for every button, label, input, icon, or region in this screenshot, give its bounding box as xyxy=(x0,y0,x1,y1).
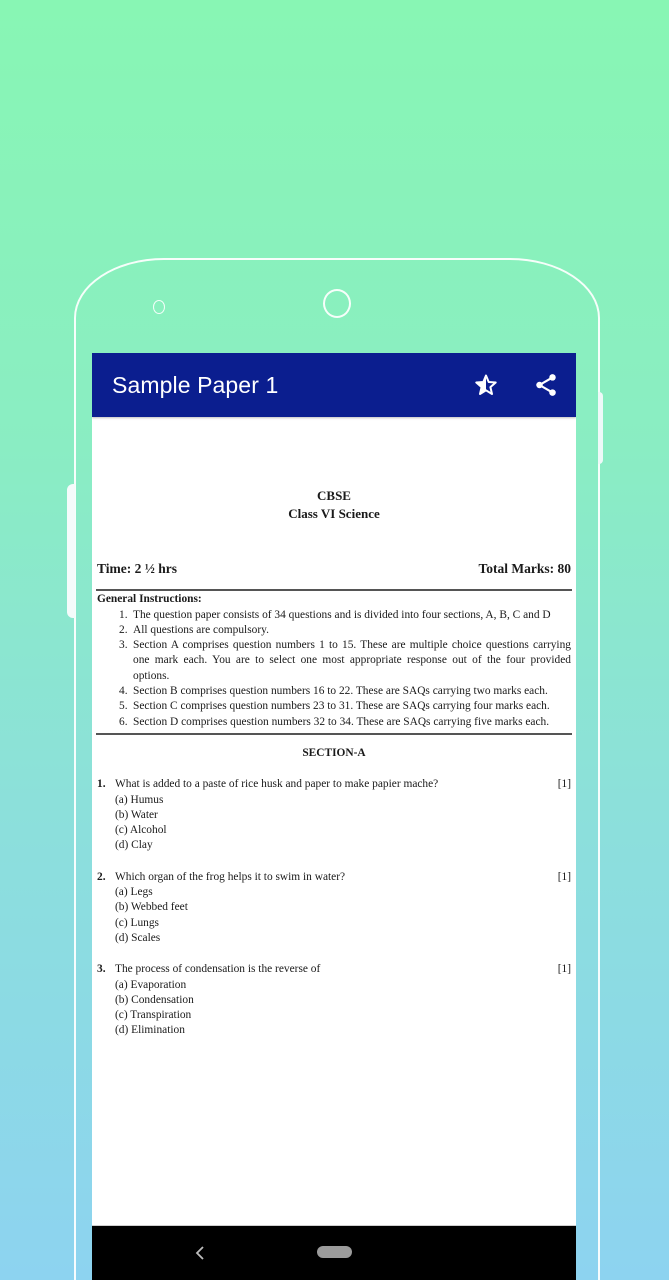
question-marks: [1] xyxy=(557,778,571,791)
option: (c) Alcohol xyxy=(115,824,167,837)
phone-camera-icon xyxy=(323,289,351,318)
favorite-button[interactable] xyxy=(472,371,500,399)
board-name: CBSE xyxy=(317,488,351,503)
instruction-item: 4. Section B comprises question numbers 16 to 22. These are SAQs carrying two marks each. xyxy=(119,685,548,698)
total-marks: Total Marks: 80 xyxy=(478,561,571,576)
question-number: 3. xyxy=(97,963,106,976)
time-allowed: Time: 2 ½ hrs xyxy=(97,561,177,576)
question-item xyxy=(92,870,576,946)
option: (b) Water xyxy=(115,808,158,821)
question-text: The process of condensation is the reverse of xyxy=(115,963,321,976)
instruction-item: 3. Section A comprises question numbers 1 to 15. These are multiple choice questions carrying one mark each. You are to select one most appropriate response out of the four provided options. xyxy=(119,639,571,682)
paper-header xyxy=(92,487,576,523)
question-number: 1. xyxy=(97,778,106,791)
instructions-list xyxy=(92,608,576,730)
instruction-item: 1. The question paper consists of 34 questions and is divided into four sections, A, B, C and D xyxy=(119,608,551,621)
option: (b) Condensation xyxy=(115,993,194,1006)
instruction-item: 2. All questions are compulsory. xyxy=(119,623,269,636)
options-list xyxy=(97,885,571,946)
options-list xyxy=(97,978,571,1039)
phone-side-button-right xyxy=(598,392,603,464)
home-pill-icon[interactable] xyxy=(317,1246,352,1258)
paper-meta xyxy=(92,561,576,576)
chevron-left-icon[interactable] xyxy=(192,1244,208,1262)
option: (a) Humus xyxy=(115,793,164,806)
question-text: What is added to a paste of rice husk and paper to make papier mache? xyxy=(115,778,439,791)
phone-screen xyxy=(92,353,576,1280)
app-title: Sample Paper 1 xyxy=(112,371,279,398)
options-list xyxy=(97,793,571,854)
option: (b) Webbed feet xyxy=(115,901,188,914)
app-bar xyxy=(92,353,576,417)
option: (c) Transpiration xyxy=(115,1009,192,1022)
question-number: 2. xyxy=(97,870,106,883)
phone-sensor-icon xyxy=(153,300,165,314)
question-marks: [1] xyxy=(557,870,571,883)
option: (c) Lungs xyxy=(115,916,159,929)
divider xyxy=(96,733,572,735)
option: (a) Evaporation xyxy=(115,978,187,991)
option: (a) Legs xyxy=(115,886,153,899)
question-marks: [1] xyxy=(557,963,571,976)
phone-side-button-left xyxy=(67,484,75,618)
system-navigation-bar xyxy=(92,1225,576,1280)
divider xyxy=(96,589,572,591)
instruction-item: 5. Section C comprises question numbers 23 to 31. These are SAQs carrying four marks each. xyxy=(119,700,550,713)
question-text: Which organ of the frog helps it to swim in water? xyxy=(115,870,346,883)
share-icon xyxy=(533,372,559,398)
share-button[interactable] xyxy=(532,371,560,399)
phone-frame-top-curve xyxy=(100,248,570,288)
section-title: SECTION-A xyxy=(302,746,366,759)
general-instructions-title: General Instructions: xyxy=(97,593,202,606)
option: (d) Elimination xyxy=(115,1024,185,1037)
sample-paper-document xyxy=(92,417,576,1039)
star-half-icon xyxy=(474,373,498,397)
option: (d) Scales xyxy=(115,931,161,944)
question-item xyxy=(92,777,576,853)
class-subject: Class VI Science xyxy=(288,506,380,521)
option: (d) Clay xyxy=(115,839,153,852)
instruction-item: 6. Section D comprises question numbers 32 to 34. These are SAQs carrying five marks each. xyxy=(119,715,550,728)
question-item xyxy=(92,962,576,1038)
